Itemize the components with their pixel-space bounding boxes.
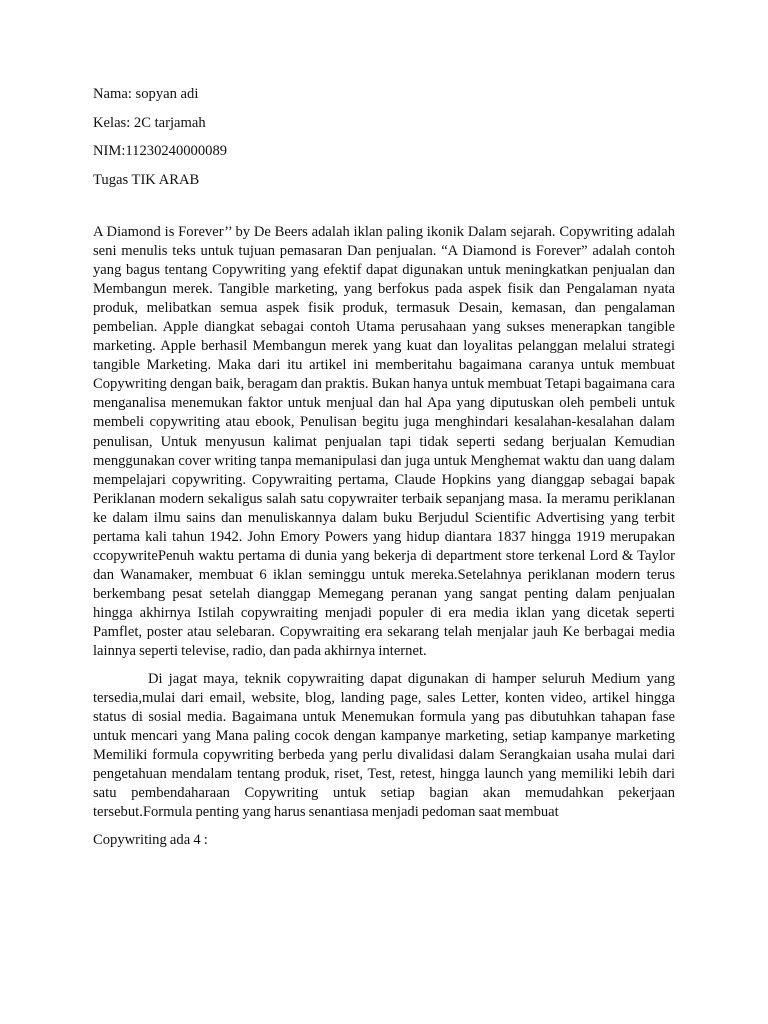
- body-paragraph-1: A Diamond is Forever’’ by De Beers adalah iklan paling ikonik Dalam sejarah. Copywriting adalah seni menulis teks untuk tujuan pemasaran Dan penjualan. “A Diamond is Forever” adalah contoh yang bagus tentang Copywriting yang efektif dapat digunakan untuk meningkatkan penjualan dan Membangun merek. Tangible marketing, yang berfokus pada aspek fisik dan Pengalaman nyata produk, melibatkan semua aspek fisik produk, termasuk Desain, kemasan, dan pengalaman pembelian. Apple diangkat sebagai contoh Utama perusahaan yang sukses menerapkan tangible marketing. Apple berhasil Membangun merek yang kuat dan loyalitas pelanggan melalui strategi tangible Marketing. Maka dari itu artikel ini memberitahu bagaimana caranya untuk membuat Copywriting dengan baik, beragam dan praktis. Bukan hanya untuk membuat Tetapi bagaimana cara menganalisa menemukan faktor untuk menjual dan hal Apa yang diputuskan oleh pembeli untuk membeli copywriting atau ebook, Penulisan begitu juga menghindari kesalahan-kesalahan dalam penulisan, Untuk menyusun kalimat penjualan tapi tidak seperti sedang berjualan Kemudian menggunakan cover writing tanpa memanipulasi dan juga untuk Menghemat waktu dan uang dalam mempelajari copywriting. Copywraiting pertama, Claude Hopkins yang dianggap sebagai bapak Periklanan modern sekaligus salah satu copywraiter terbaik sepanjang masa. Ia meramu periklanan ke dalam ilmu sains dan menuliskannya dalam buku Berjudul Scientific Advertising yang terbit pertama kali tahun 1942. John Emory Powers yang hidup diantara 1837 hingga 1919 merupakan ccopywritePenuh waktu pertama di dunia yang bekerja di department store terkenal Lord & Taylor dan Wanamaker, membuat 6 iklan seminggu untuk mereka.Setelahnya periklanan modern terus berkembang pesat setelah dianggap Memegang peranan yang sangat penting dalam penjualan hingga akhirnya Istilah copywraiting menjadi populer di era media iklan yang dicetak seperti Pamflet, poster atau selebaran. Copywraiting era sekarang telah menjalar jauh Ke berbagai media lainnya seperti televise, radio, dan pada akhirnya internet.: [93, 224, 675, 660]
- body-paragraph-2: Di jagat maya, teknik copywraiting dapat digunakan di hamper seluruh Medium yang tersedia,mulai dari email, website, blog, landing page, sales Letter, konten video, artikel hingga status di sosial media. Bagaimana untuk Menemukan formula yang pas dibutuhkan tahapan fase untuk mencari yang Mana paling cocok dengan kampanye marketing, setiap kampanye marketing Memiliki formula copywriting berbeda yang perlu divalidasi dalam Serangkaian usaha mulai dari pengetahuan mendalam tentang produk, riset, Test, retest, hingga launch yang memiliki lebih dari satu pembendaharaan Copywriting untuk setiap bagian akan memudahkan pekerjaan tersebut.Formula penting yang harus senantiasa menjadi pedoman saat membuat: [93, 671, 675, 821]
- assignment-title: Tugas TIK ARAB: [93, 171, 200, 188]
- body-closing-line: Copywriting ada 4 :: [93, 832, 208, 849]
- student-name: Nama: sopyan adi: [93, 86, 199, 102]
- student-class: Kelas: 2C tarjamah: [93, 114, 206, 131]
- student-nim: NIM:11230240000089: [93, 143, 228, 159]
- section-spacer: [93, 198, 675, 223]
